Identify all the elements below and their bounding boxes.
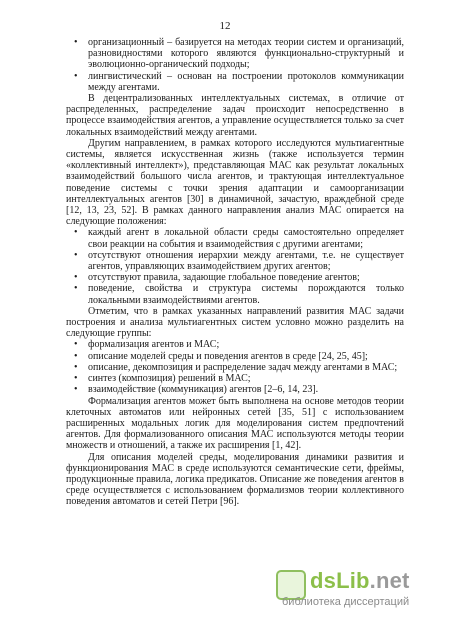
list-item: • отсутствуют правила, задающие глобальное поведение агентов; [66,272,404,283]
list-item: • лингвистический – основан на построении протоколов коммуникации между агентами. [66,71,404,93]
paragraph-decentralized: В децентрализованных интеллектуальных системах, в отличие от распределенных, распределение задач происходит непосредственно в процессе взаимодействия агентов, а управление осуществляется только за счет локальных взаимодействий между агентами. [66,93,404,138]
watermark-title [310,568,410,594]
list-item: • синтез (композиция) решений в МАС; [66,373,404,384]
paragraph-artificial-life: Другим направлением, в рамках которого исследуются мультиагентные системы, является искусственная жизнь (также используется термин «коллективный интеллект»), представляющая МАС как результат локальных взаимодействий большого числа агентов, и трактующая интеллектуальное поведение системы с точки зрения адаптации и самоорганизации интеллектуальных агентов [30] в динамичной, зачастую, враждебной среде [12, 13, 23, 52]. В рамках данного направления анализ МАС опирается на следующие положения: [66,137,404,228]
page-body [66,37,404,508]
bottom-bullet-list [66,339,404,395]
watermark-title-main: dsLib [310,568,370,593]
list-item: • взаимодействие (коммуникация) агентов [2–6, 14, 23]. [66,384,404,395]
watermark-subtitle: библиотека диссертаций [282,596,410,608]
list-item: • поведение, свойства и структура системы порождаются только локальными взаимодействиями агентов. [66,283,404,305]
paragraph-environment-models: Для описания моделей среды, моделирования динамики развития и функционирования МАС в среде используются семантические сети, фреймы, продукционные правила, логика предикатов. Описание же поведения агентов в среде осуществляется с использованием формализмов теории коллективного поведения автоматов и сетей Петри [96]. [66,451,404,508]
list-item: • организационный – базируется на методах теории систем и организаций, разновидностями которого являются функционально-структурный и эволюционно-органический подходы; [66,37,404,71]
list-item: • описание моделей среды и поведения агентов в среде [24, 25, 45]; [66,351,404,362]
list-item: • описание, декомпозиция и распределение задач между агентами в МАС; [66,362,404,373]
top-bullet-list [66,37,404,93]
list-item: • каждый агент в локальной области среды самостоятельно определяет свои реакции на события и взаимодействия с другими агентами; [66,227,404,249]
middle-bullet-list [66,227,404,305]
list-item: • отсутствуют отношения иерархии между агентами, т.е. не существует агентов, управляющих взаимодействием других агентов; [66,250,404,272]
watermark-logo [276,570,444,608]
page-number: 12 [219,20,231,32]
watermark-title-domain: .net [369,568,410,593]
paragraph-formalization: Формализация агентов может быть выполнена на основе методов теории клеточных автоматов или нейронных сетей [35, 51] с использованием расширенных модальных логик для моделирования систем предпочтений агентов. Для формализованного описания МАС используются методы теории множеств и отношений, а также их расширения [1, 42]. [66,395,404,452]
paragraph-task-groups: Отметим, что в рамках указанных направлений развития МАС задачи построения и анализа мультиагентных систем условно можно разделить на следующие группы: [66,305,404,340]
list-item: • формализация агентов и МАС; [66,339,404,350]
